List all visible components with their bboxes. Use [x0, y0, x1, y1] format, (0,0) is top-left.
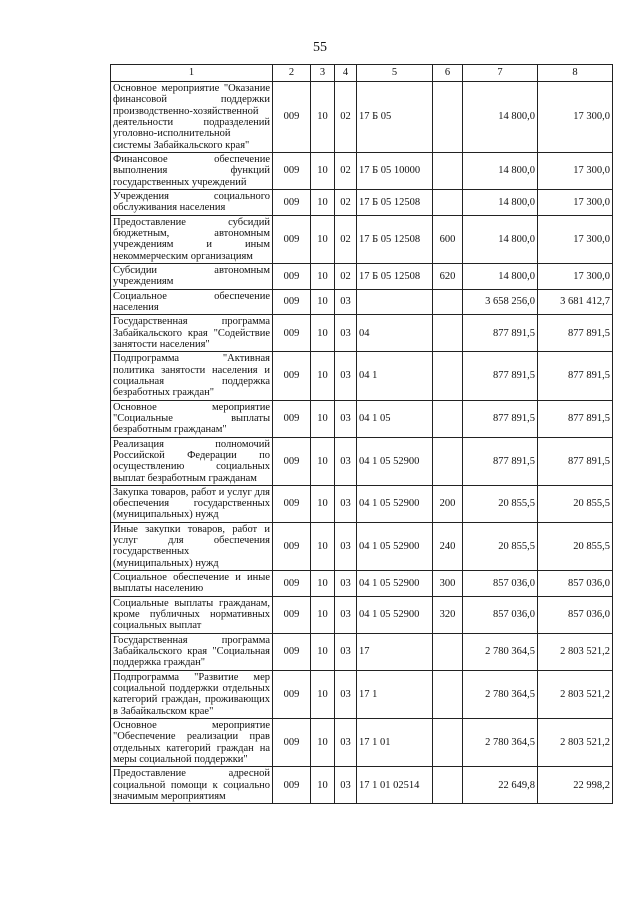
target-article-cell: 04 1 05 52900: [357, 522, 433, 570]
subsection-code-cell: 03: [335, 400, 357, 437]
target-article-cell: [357, 289, 433, 315]
expense-type-cell: [433, 189, 463, 215]
expense-type-cell: [433, 767, 463, 804]
amount-year1-cell: 14 800,0: [463, 263, 538, 289]
subsection-code-cell: 03: [335, 485, 357, 522]
expense-type-cell: 600: [433, 215, 463, 263]
row-name-cell: Подпрограмма "Активная политика занятости населения и социальная поддержка безработных граждан": [111, 352, 273, 400]
page-number: 55: [313, 40, 327, 55]
table-row: [111, 352, 613, 400]
amount-year1-cell: 877 891,5: [463, 352, 538, 400]
target-article-cell: 17 Б 05: [357, 82, 433, 153]
amount-year2-cell: 17 300,0: [538, 215, 613, 263]
gr-code-cell: 009: [273, 152, 311, 189]
amount-year2-cell: 877 891,5: [538, 315, 613, 352]
target-article-cell: 17 Б 05 10000: [357, 152, 433, 189]
table-row: [111, 719, 613, 767]
section-code-cell: 10: [311, 719, 335, 767]
expense-type-cell: [433, 315, 463, 352]
section-code-cell: 10: [311, 82, 335, 153]
amount-year1-cell: 14 800,0: [463, 152, 538, 189]
amount-year2-cell: 2 803 521,2: [538, 670, 613, 718]
expense-type-cell: 200: [433, 485, 463, 522]
subsection-code-cell: 03: [335, 767, 357, 804]
amount-year2-cell: 857 036,0: [538, 596, 613, 633]
table-row: [111, 400, 613, 437]
amount-year1-cell: 3 658 256,0: [463, 289, 538, 315]
section-code-cell: 10: [311, 522, 335, 570]
section-code-cell: 10: [311, 315, 335, 352]
amount-year1-cell: 877 891,5: [463, 437, 538, 485]
subsection-code-cell: 03: [335, 352, 357, 400]
row-name-cell: Предоставление адресной социальной помощи к социально значимым мероприятиям: [111, 767, 273, 804]
gr-code-cell: 009: [273, 633, 311, 670]
section-code-cell: 10: [311, 400, 335, 437]
row-name-cell: Закупка товаров, работ и услуг для обеспечения государственных (муниципальных) нужд: [111, 485, 273, 522]
gr-code-cell: 009: [273, 82, 311, 153]
amount-year1-cell: 877 891,5: [463, 315, 538, 352]
expense-type-cell: 320: [433, 596, 463, 633]
expense-type-cell: [433, 152, 463, 189]
amount-year2-cell: 17 300,0: [538, 263, 613, 289]
section-code-cell: 10: [311, 263, 335, 289]
gr-code-cell: 009: [273, 352, 311, 400]
subsection-code-cell: 03: [335, 289, 357, 315]
target-article-cell: 04: [357, 315, 433, 352]
row-name-cell: Основное мероприятие "Оказание финансовой поддержки производственно-хозяйственной деятельности подразделений уголовно-исполнительной системы Забайкальского края": [111, 82, 273, 153]
subsection-code-cell: 02: [335, 152, 357, 189]
target-article-cell: 04 1 05 52900: [357, 437, 433, 485]
table-row: [111, 522, 613, 570]
table-row: [111, 315, 613, 352]
table-body: [111, 82, 613, 804]
column-header: 5: [357, 65, 433, 82]
gr-code-cell: 009: [273, 263, 311, 289]
table-row: [111, 670, 613, 718]
subsection-code-cell: 02: [335, 82, 357, 153]
row-name-cell: Реализация полномочий Российской Федерации по осуществлению социальных выплат безработным гражданам: [111, 437, 273, 485]
section-code-cell: 10: [311, 596, 335, 633]
section-code-cell: 10: [311, 437, 335, 485]
expense-type-cell: [433, 352, 463, 400]
subsection-code-cell: 03: [335, 719, 357, 767]
amount-year1-cell: 20 855,5: [463, 485, 538, 522]
subsection-code-cell: 03: [335, 437, 357, 485]
subsection-code-cell: 03: [335, 571, 357, 597]
amount-year2-cell: 17 300,0: [538, 152, 613, 189]
target-article-cell: 04 1 05 52900: [357, 596, 433, 633]
table-row: [111, 189, 613, 215]
expense-type-cell: [433, 670, 463, 718]
amount-year1-cell: 2 780 364,5: [463, 719, 538, 767]
row-name-cell: Субсидии автономным учреждениям: [111, 263, 273, 289]
amount-year1-cell: 2 780 364,5: [463, 633, 538, 670]
column-header: 7: [463, 65, 538, 82]
expense-type-cell: 240: [433, 522, 463, 570]
amount-year1-cell: 20 855,5: [463, 522, 538, 570]
table-row: [111, 289, 613, 315]
amount-year1-cell: 14 800,0: [463, 215, 538, 263]
target-article-cell: 17 1 01 02514: [357, 767, 433, 804]
expense-type-cell: [433, 289, 463, 315]
amount-year2-cell: 20 855,5: [538, 485, 613, 522]
gr-code-cell: 009: [273, 522, 311, 570]
subsection-code-cell: 02: [335, 189, 357, 215]
subsection-code-cell: 03: [335, 596, 357, 633]
subsection-code-cell: 03: [335, 670, 357, 718]
section-code-cell: 10: [311, 152, 335, 189]
target-article-cell: 04 1 05: [357, 400, 433, 437]
table-row: [111, 485, 613, 522]
amount-year2-cell: 877 891,5: [538, 437, 613, 485]
row-name-cell: Иные закупки товаров, работ и услуг для обеспечения государственных (муниципальных) нужд: [111, 522, 273, 570]
amount-year2-cell: 17 300,0: [538, 189, 613, 215]
gr-code-cell: 009: [273, 596, 311, 633]
amount-year1-cell: 14 800,0: [463, 189, 538, 215]
row-name-cell: Основное мероприятие "Обеспечение реализации прав отдельных категорий граждан на меры социальной поддержки": [111, 719, 273, 767]
expense-type-cell: [433, 400, 463, 437]
amount-year1-cell: 2 780 364,5: [463, 670, 538, 718]
row-name-cell: Учреждения социального обслуживания населения: [111, 189, 273, 215]
expense-type-cell: [433, 719, 463, 767]
target-article-cell: 17 Б 05 12508: [357, 263, 433, 289]
subsection-code-cell: 03: [335, 633, 357, 670]
amount-year2-cell: 2 803 521,2: [538, 719, 613, 767]
column-header: 8: [538, 65, 613, 82]
amount-year1-cell: 14 800,0: [463, 82, 538, 153]
row-name-cell: Государственная программа Забайкальского края "Содействие занятости населения": [111, 315, 273, 352]
column-header: 2: [273, 65, 311, 82]
expense-type-cell: 300: [433, 571, 463, 597]
gr-code-cell: 009: [273, 670, 311, 718]
table-row: [111, 596, 613, 633]
table-row: [111, 263, 613, 289]
row-name-cell: Государственная программа Забайкальского края "Социальная поддержка граждан": [111, 633, 273, 670]
table-row: [111, 437, 613, 485]
section-code-cell: 10: [311, 767, 335, 804]
amount-year2-cell: 3 681 412,7: [538, 289, 613, 315]
budget-table: [110, 64, 613, 804]
amount-year2-cell: 22 998,2: [538, 767, 613, 804]
table-row: [111, 215, 613, 263]
gr-code-cell: 009: [273, 437, 311, 485]
header-row: [111, 65, 613, 82]
target-article-cell: 17 Б 05 12508: [357, 189, 433, 215]
gr-code-cell: 009: [273, 767, 311, 804]
target-article-cell: 04 1: [357, 352, 433, 400]
table-row: [111, 152, 613, 189]
subsection-code-cell: 03: [335, 315, 357, 352]
amount-year1-cell: 857 036,0: [463, 571, 538, 597]
gr-code-cell: 009: [273, 400, 311, 437]
gr-code-cell: 009: [273, 315, 311, 352]
expense-type-cell: [433, 437, 463, 485]
section-code-cell: 10: [311, 571, 335, 597]
amount-year2-cell: 17 300,0: [538, 82, 613, 153]
row-name-cell: Социальное обеспечение и иные выплаты населению: [111, 571, 273, 597]
row-name-cell: Социальное обеспечение населения: [111, 289, 273, 315]
row-name-cell: Предоставление субсидий бюджетным, автономным учреждениям и иным некоммерческим организациям: [111, 215, 273, 263]
gr-code-cell: 009: [273, 289, 311, 315]
gr-code-cell: 009: [273, 485, 311, 522]
row-name-cell: Социальные выплаты гражданам, кроме публичных нормативных социальных выплат: [111, 596, 273, 633]
gr-code-cell: 009: [273, 215, 311, 263]
column-header: 3: [311, 65, 335, 82]
table-row: [111, 82, 613, 153]
row-name-cell: Основное мероприятие "Социальные выплаты безработным гражданам": [111, 400, 273, 437]
section-code-cell: 10: [311, 670, 335, 718]
table-row: [111, 633, 613, 670]
section-code-cell: 10: [311, 189, 335, 215]
section-code-cell: 10: [311, 289, 335, 315]
amount-year2-cell: 857 036,0: [538, 571, 613, 597]
amount-year1-cell: 877 891,5: [463, 400, 538, 437]
gr-code-cell: 009: [273, 719, 311, 767]
target-article-cell: 04 1 05 52900: [357, 571, 433, 597]
gr-code-cell: 009: [273, 189, 311, 215]
subsection-code-cell: 02: [335, 263, 357, 289]
section-code-cell: 10: [311, 485, 335, 522]
table-row: [111, 767, 613, 804]
gr-code-cell: 009: [273, 571, 311, 597]
amount-year1-cell: 857 036,0: [463, 596, 538, 633]
amount-year2-cell: 877 891,5: [538, 400, 613, 437]
amount-year2-cell: 2 803 521,2: [538, 633, 613, 670]
row-name-cell: Подпрограмма "Развитие мер социальной поддержки отдельных категорий граждан, проживающих в Забайкальском крае": [111, 670, 273, 718]
expense-type-cell: [433, 633, 463, 670]
subsection-code-cell: 02: [335, 215, 357, 263]
target-article-cell: 17 Б 05 12508: [357, 215, 433, 263]
expense-type-cell: [433, 82, 463, 153]
section-code-cell: 10: [311, 633, 335, 670]
target-article-cell: 04 1 05 52900: [357, 485, 433, 522]
amount-year2-cell: 20 855,5: [538, 522, 613, 570]
target-article-cell: 17 1 01: [357, 719, 433, 767]
amount-year2-cell: 877 891,5: [538, 352, 613, 400]
column-header: 4: [335, 65, 357, 82]
column-header: 6: [433, 65, 463, 82]
subsection-code-cell: 03: [335, 522, 357, 570]
column-header: 1: [111, 65, 273, 82]
row-name-cell: Финансовое обеспечение выполнения функций государственных учреждений: [111, 152, 273, 189]
section-code-cell: 10: [311, 352, 335, 400]
target-article-cell: 17 1: [357, 670, 433, 718]
section-code-cell: 10: [311, 215, 335, 263]
expense-type-cell: 620: [433, 263, 463, 289]
target-article-cell: 17: [357, 633, 433, 670]
table-row: [111, 571, 613, 597]
amount-year1-cell: 22 649,8: [463, 767, 538, 804]
